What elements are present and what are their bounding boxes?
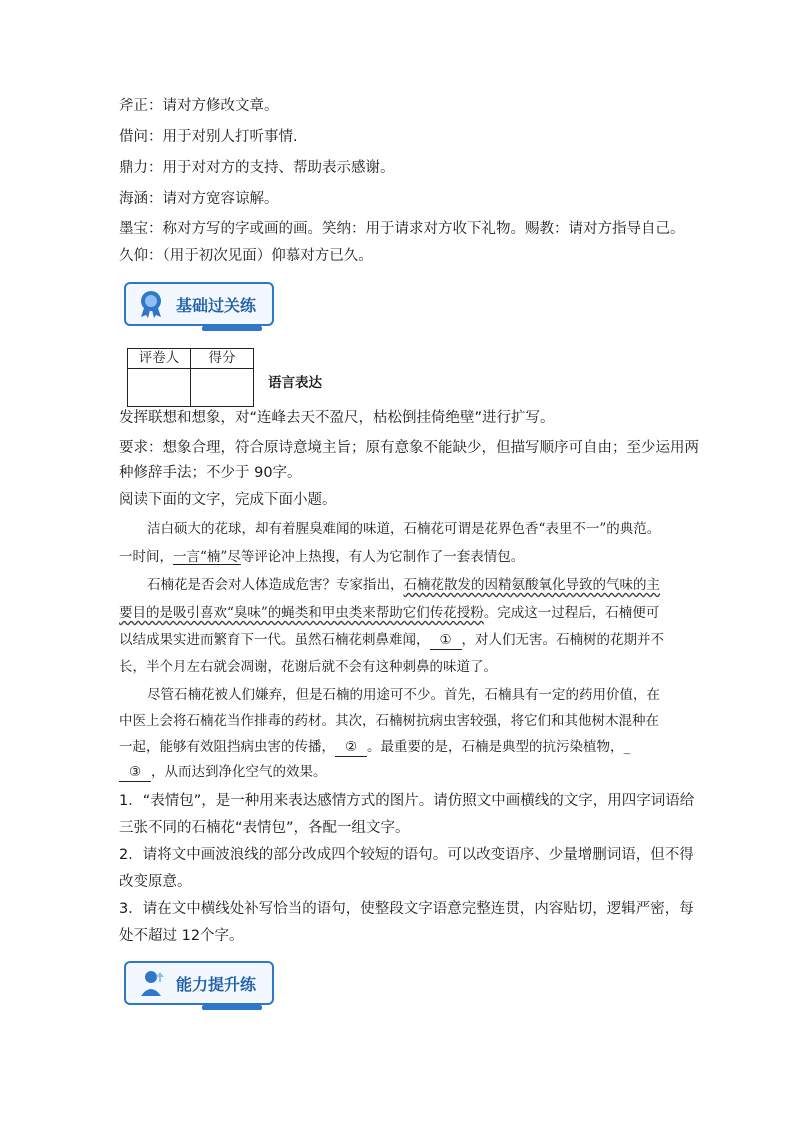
question-2-line-1: 2．请将文中画波浪线的部分改成四个较短的语句。可以改变语序、少量增删词语，但不得: [119, 847, 694, 863]
task-requirement-2: 种修辞手法；不少于 90字。: [119, 465, 302, 481]
vocab-line-6: 久仰：（用于初次见面）仰慕对方已久。: [119, 248, 373, 264]
score-table-header-grader: 评卷人: [128, 349, 191, 369]
section-banner-advanced: [124, 961, 274, 1005]
score-table: [127, 348, 254, 407]
blank-2: ②: [335, 738, 367, 757]
passage-p3-line-3: 一起，能够有效阻挡病虫害的传播， ② 。最重要的是，石楠是典型的抗污染植物，_: [119, 739, 631, 755]
vocab-line-5: 墨宝：称对方写的字或画的画。笑纳：用于请求对方收下礼物。赐教：请对方指导自己。: [119, 221, 685, 237]
wavy-underlined-text: 要目的是吸引喜欢“臭味”的蝇类和甲虫类来帮助它们传花授粉: [119, 605, 484, 621]
question-1-line-1: 1．“表情包”，是一种用来表达感情方式的图片。请仿照文中画横线的文字，用四字词语给: [119, 793, 695, 809]
task-prompt: 发挥联想和想象，对“连峰去天不盈尺，枯松倒挂倚绝壁”进行扩写。: [119, 410, 555, 426]
climber-icon: [136, 968, 166, 998]
vocab-line-2: 借问：用于对别人打听事情.: [119, 129, 298, 145]
question-1-line-2: 三张不同的石楠花“表情包”，各配一组文字。: [119, 820, 410, 836]
blank-3: ③: [119, 763, 151, 782]
score-table-header-score: 得分: [191, 349, 254, 369]
passage-p2-line-2: 要目的是吸引喜欢“臭味”的蝇类和甲虫类来帮助它们传花授粉。完成这一过程后，石楠便可: [119, 605, 660, 621]
vocab-line-4: 海涵：请对方宽容谅解。: [119, 191, 279, 207]
passage-p2-line-3: 以结成果实进而繁育下一代。虽然石楠花刺鼻难闻， ① ，对人们无害。石楠树的花期并不: [119, 632, 664, 648]
section-banner-basic: [124, 282, 274, 326]
score-table-cell: [128, 369, 191, 407]
passage-p2-line-1: 石楠花是否会对人体造成危害？专家指出，石楠花散发的因精氨酸氧化导致的气味的主: [147, 577, 660, 593]
medal-icon: [136, 289, 166, 319]
question-3-line-2: 处不超过 12个字。: [119, 928, 244, 944]
score-table-cell: [191, 369, 254, 407]
question-2-line-2: 改变原意。: [119, 874, 192, 890]
underlined-phrase: 一言“楠”尽: [173, 549, 241, 565]
vocab-line-3: 鼎力：用于对对方的支持、帮助表示感谢。: [119, 160, 395, 176]
passage-p3-line-2: 中医上会将石楠花当作排毒的药材。其次，石楠树抗病虫害较强，将它们和其他树木混种在: [119, 713, 659, 729]
section-label: 语言表达: [268, 375, 322, 391]
wavy-underlined-text: 石楠花散发的因精氨酸氧化导致的气味的主: [403, 577, 660, 593]
banner-title: 能力提升练: [176, 975, 257, 994]
passage-p3-line-4: ③ ，从而达到净化空气的效果。: [119, 762, 327, 782]
passage-p3-line-1: 尽管石楠花被人们嫌弃，但是石楠的用途可不少。首先，石楠具有一定的药用价值，在: [147, 687, 660, 703]
task-requirement-1: 要求：想象合理，符合原诗意境主旨；原有意象不能缺少，但描写顺序可自由；至少运用两: [119, 440, 699, 456]
reading-instruction: 阅读下面的文字，完成下面小题。: [119, 492, 337, 508]
banner-title: 基础过关练: [176, 296, 257, 315]
vocab-line-1: 斧正：请对方修改文章。: [119, 98, 279, 114]
blank-1: ①: [430, 631, 462, 650]
passage-p1-line-1: 洁白硕大的花球，却有着腥臭难闻的味道，石楠花可谓是花界色香“表里不一”的典范。: [147, 521, 661, 537]
question-3-line-1: 3．请在文中横线处补写恰当的语句，使整段文字语意完整连贯，内容贴切，逻辑严密，每: [119, 901, 694, 917]
passage-p1-line-2: 一时间，一言“楠”尽等评论冲上热搜，有人为它制作了一套表情包。: [119, 549, 525, 565]
passage-p2-line-4: 长，半个月左右就会凋谢，花谢后就不会有这种刺鼻的味道了。: [119, 659, 497, 675]
